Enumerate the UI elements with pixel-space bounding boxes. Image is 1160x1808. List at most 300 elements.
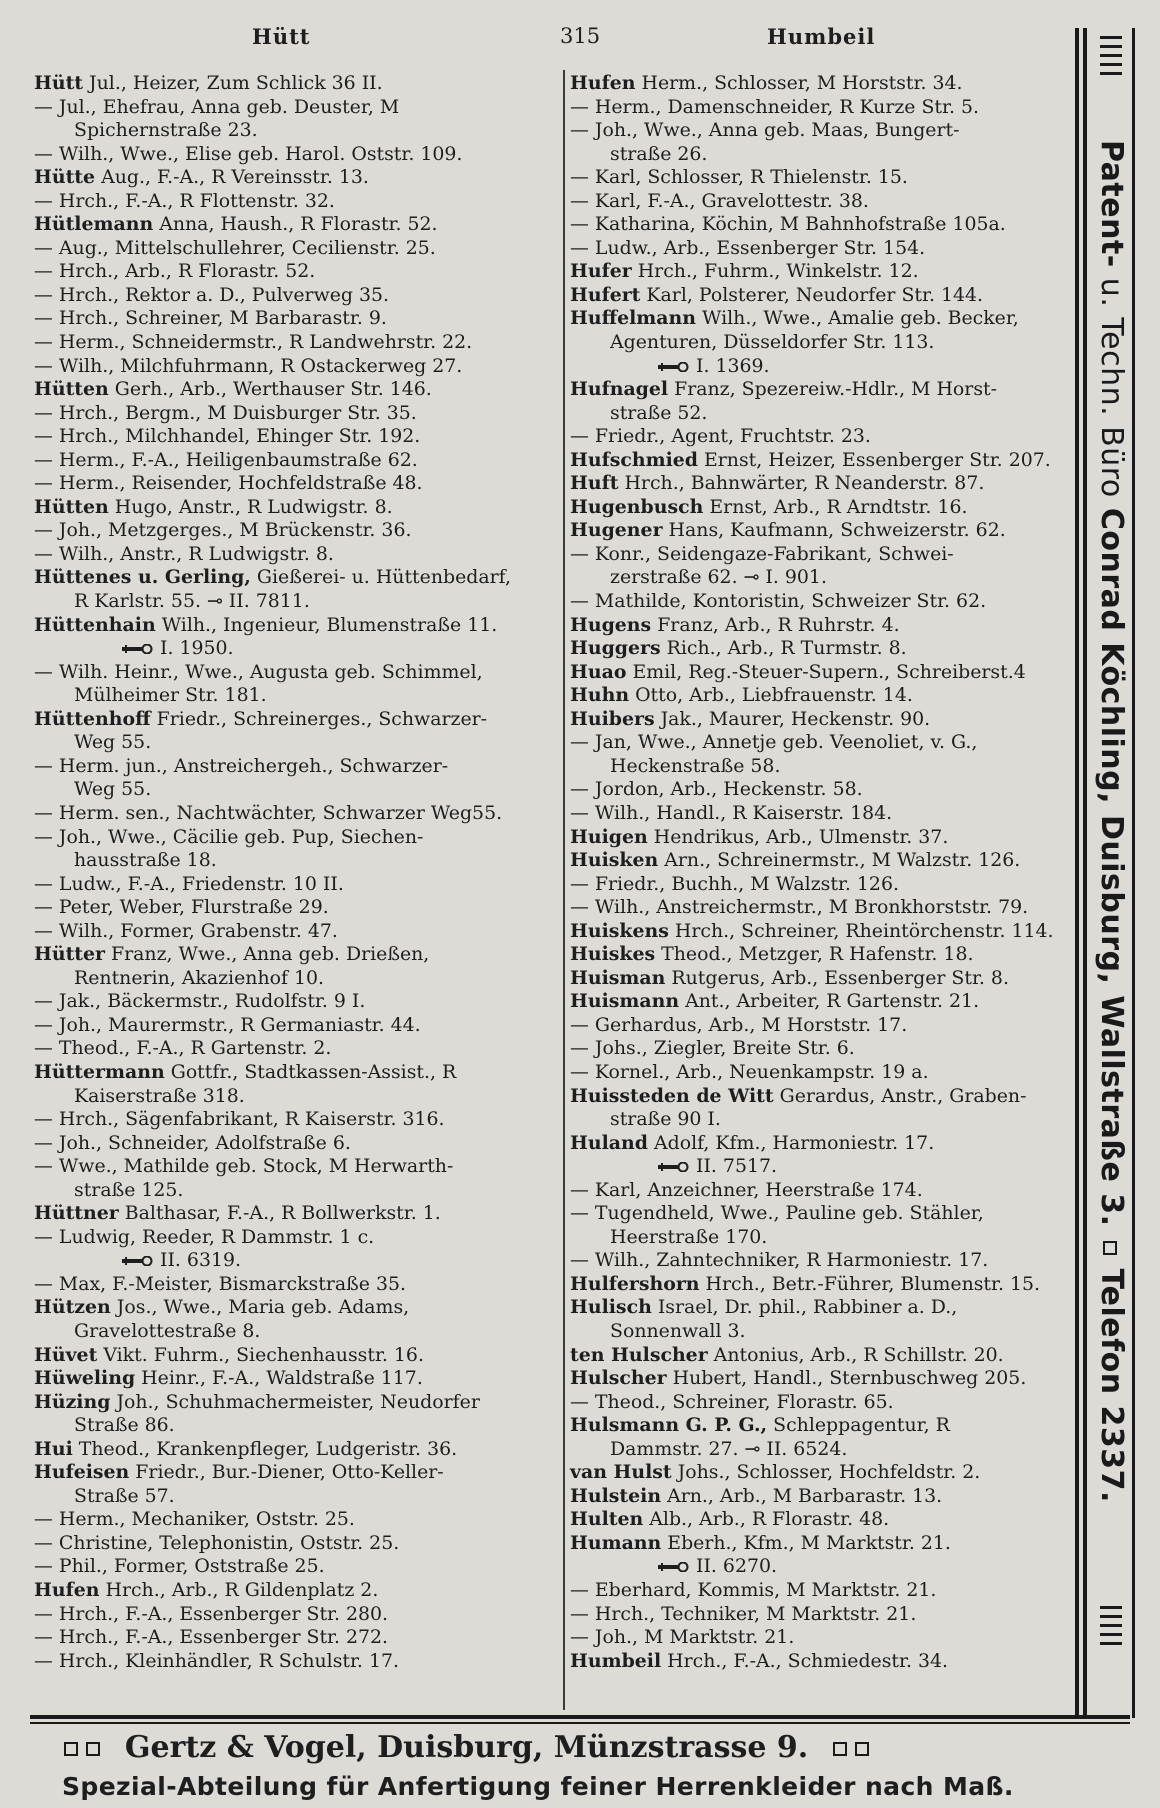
entry-text: — Wilh. Heinr., Wwe., Augusta geb. Schimmel, bbox=[34, 660, 483, 683]
entry-text: — Peter, Weber, Flurstraße 29. bbox=[34, 896, 329, 919]
entry-surname: Hulstein bbox=[570, 1484, 662, 1507]
entry-continuation: Kaiserstraße 318. bbox=[74, 1084, 245, 1107]
entry-surname: Hützen bbox=[34, 1296, 111, 1319]
directory-entry bbox=[34, 190, 554, 214]
directory-entry bbox=[570, 708, 1082, 732]
square-ornament-icon bbox=[1104, 1241, 1118, 1255]
directory-entry bbox=[570, 1085, 1082, 1132]
directory-entry bbox=[570, 1344, 1082, 1368]
entry-continuation: Weg 55. bbox=[74, 731, 152, 754]
directory-entry bbox=[34, 920, 554, 944]
directory-entry bbox=[570, 896, 1082, 920]
entry-text: Hrch., Arb., R Gildenplatz 2. bbox=[99, 1579, 379, 1601]
entry-text: Karl, Polsterer, Neudorfer Str. 144. bbox=[640, 283, 984, 306]
entry-text: — Herm., F.-A., Heiligenbaumstraße 62. bbox=[34, 448, 418, 471]
entry-surname: Hüttenhain bbox=[34, 613, 156, 636]
directory-entry bbox=[570, 1414, 1082, 1461]
entry-text: — Hrch., Kleinhändler, R Schulstr. 17. bbox=[34, 1649, 399, 1672]
directory-entry bbox=[570, 1579, 1082, 1603]
directory-entry bbox=[570, 519, 1082, 543]
entry-phone-number: I. 1950. bbox=[160, 637, 234, 660]
entry-continuation: Weg 55. bbox=[74, 778, 152, 801]
entry-surname: Hüttenhoff bbox=[34, 707, 151, 730]
directory-entry bbox=[34, 72, 554, 96]
entry-surname: Hufer bbox=[570, 260, 632, 283]
side-ad-company: Conrad Köchling, Duisburg, Wallstraße 3. bbox=[1094, 507, 1129, 1227]
directory-entry bbox=[570, 1179, 1082, 1203]
entry-phone bbox=[570, 1155, 1082, 1179]
directory-entry bbox=[34, 449, 554, 473]
entry-text: — Hrch., F.-A., Essenberger Str. 280. bbox=[34, 1602, 389, 1625]
directory-entry bbox=[34, 1555, 554, 1579]
right-column bbox=[570, 72, 1082, 1673]
entry-text: — Herm., Schneidermstr., R Landwehrstr. 22. bbox=[34, 331, 473, 354]
directory-entry bbox=[34, 260, 554, 284]
directory-entry bbox=[570, 72, 1082, 96]
directory-entry bbox=[570, 1273, 1082, 1297]
directory-entry bbox=[570, 425, 1082, 449]
directory-entry bbox=[34, 1132, 554, 1156]
entry-surname: Hufeisen bbox=[34, 1461, 130, 1484]
directory-entry bbox=[34, 472, 554, 496]
entry-surname: Hugener bbox=[570, 519, 663, 542]
entry-continuation: Agenturen, Düsseldorfer Str. 113. bbox=[610, 331, 935, 354]
entry-text: — Wilh., Former, Grabenstr. 47. bbox=[34, 919, 338, 942]
entry-text: Franz, Wwe., Anna geb. Drießen, bbox=[105, 943, 430, 966]
directory-entry bbox=[34, 143, 554, 167]
page-number: 315 bbox=[560, 24, 601, 48]
entry-text: Aug., F.-A., R Vereinsstr. 13. bbox=[95, 166, 369, 189]
entry-surname: Hütten bbox=[34, 495, 109, 518]
directory-entry bbox=[570, 1296, 1082, 1343]
entry-text: — Wilh., Zahntechniker, R Harmoniestr. 17. bbox=[570, 1249, 989, 1272]
column-divider bbox=[563, 70, 565, 1710]
footer-advertisement bbox=[60, 1728, 1100, 1768]
entry-text: Israel, Dr. phil., Rabbiner a. D., bbox=[651, 1296, 958, 1319]
entry-surname: Huissteden de Witt bbox=[570, 1084, 774, 1107]
entry-continuation: straße 52. bbox=[610, 401, 708, 424]
directory-entry bbox=[570, 307, 1082, 378]
entry-text: Theod., Krankenpfleger, Ludgeristr. 36. bbox=[72, 1437, 458, 1460]
entry-surname: Hufschmied bbox=[570, 448, 698, 471]
directory-entry bbox=[570, 1485, 1082, 1509]
entry-text: — Jan, Wwe., Annetje geb. Veenoliet, v. G., bbox=[570, 731, 978, 754]
entry-text: — Konr., Seidengaze-Fabrikant, Schwei- bbox=[570, 542, 954, 565]
entry-text: Hugo, Anstr., R Ludwigstr. 8. bbox=[108, 495, 393, 518]
entry-continuation: Rentnerin, Akazienhof 10. bbox=[74, 966, 325, 989]
directory-entry bbox=[34, 1579, 554, 1603]
side-ad-bureau: u. Techn. Büro bbox=[1094, 267, 1129, 508]
entry-text: — Wilh., Anstreichermstr., M Bronkhorststr. 79. bbox=[570, 896, 1029, 919]
directory-entry bbox=[570, 1132, 1082, 1179]
directory-entry bbox=[570, 96, 1082, 120]
entry-surname: Hufnagel bbox=[570, 378, 669, 401]
entry-surname: Huiskens bbox=[570, 919, 669, 942]
entry-text: Antonius, Arb., R Schillstr. 20. bbox=[707, 1343, 1004, 1366]
directory-entry bbox=[34, 566, 554, 613]
entry-text: — Hrch., Sägenfabrikant, R Kaiserstr. 316. bbox=[34, 1108, 445, 1131]
entry-text: Johs., Schlosser, Hochfeldstr. 2. bbox=[671, 1461, 981, 1484]
entry-text: Hrch., F.-A., Schmiedestr. 34. bbox=[661, 1649, 949, 1672]
side-advertisement bbox=[1094, 140, 1128, 1600]
entry-text: Jos., Wwe., Maria geb. Adams, bbox=[110, 1296, 410, 1319]
entry-surname: Hufert bbox=[570, 283, 641, 306]
entry-text: Gottfr., Stadtkassen-Assist., R bbox=[164, 1060, 457, 1083]
entry-text: — Joh., Wwe., Cäcilie geb. Pup, Siechen- bbox=[34, 825, 424, 848]
entry-text: — Gerhardus, Arb., M Horststr. 17. bbox=[570, 1013, 908, 1036]
entry-surname: Huiskes bbox=[570, 943, 656, 966]
directory-entry bbox=[34, 1155, 554, 1202]
directory-entry bbox=[570, 496, 1082, 520]
entry-surname: Huft bbox=[570, 472, 619, 495]
directory-entry bbox=[570, 731, 1082, 778]
directory-entry bbox=[570, 1626, 1082, 1650]
entry-phone bbox=[34, 1249, 554, 1273]
entry-text: Gerardus, Anstr., Graben- bbox=[773, 1084, 1027, 1107]
entry-surname: Hulsmann G. P. G., bbox=[570, 1414, 768, 1437]
directory-entry bbox=[570, 637, 1082, 661]
square-ornament-icon bbox=[64, 1742, 78, 1756]
telephone-key-icon bbox=[120, 1256, 156, 1266]
entry-phone-number: I. 1369. bbox=[696, 354, 770, 377]
directory-entry bbox=[570, 614, 1082, 638]
entry-phone bbox=[570, 355, 1082, 379]
entry-text: Hrch., Bahnwärter, R Neanderstr. 87. bbox=[618, 472, 985, 495]
footer-rule bbox=[30, 1715, 1130, 1719]
entry-text: — Wwe., Mathilde geb. Stock, M Herwarth- bbox=[34, 1155, 454, 1178]
directory-entry bbox=[34, 355, 554, 379]
entry-text: — Katharina, Köchin, M Bahnhofstraße 105a. bbox=[570, 213, 1006, 236]
directory-entry bbox=[34, 943, 554, 990]
side-rule bbox=[1075, 28, 1079, 1718]
entry-text: Alb., Arb., R Florastr. 48. bbox=[643, 1508, 890, 1531]
entry-text: — Friedr., Buchh., M Walzstr. 126. bbox=[570, 872, 899, 895]
entry-text: Theod., Metzger, R Hafenstr. 18. bbox=[655, 943, 974, 966]
directory-entry bbox=[34, 96, 554, 143]
directory-entry bbox=[570, 943, 1082, 967]
entry-surname: Hüzing bbox=[34, 1390, 111, 1413]
directory-entry bbox=[34, 1532, 554, 1556]
entry-continuation: Spichernstraße 23. bbox=[74, 119, 258, 142]
directory-entry bbox=[34, 1037, 554, 1061]
directory-entry bbox=[570, 1061, 1082, 1085]
entry-text: — Herm., Reisender, Hochfeldstraße 48. bbox=[34, 472, 423, 495]
directory-entry bbox=[34, 1344, 554, 1368]
entry-text: — Wilh., Handl., R Kaiserstr. 184. bbox=[570, 801, 893, 824]
directory-entry bbox=[34, 543, 554, 567]
entry-surname: Hüttermann bbox=[34, 1060, 165, 1083]
directory-entry bbox=[570, 119, 1082, 166]
entry-surname: ten Hulscher bbox=[570, 1343, 708, 1366]
directory-entry bbox=[570, 378, 1082, 425]
entry-text: Ant., Arbeiter, R Gartenstr. 21. bbox=[679, 990, 980, 1013]
directory-entry bbox=[34, 1296, 554, 1343]
entry-text: Heinr., F.-A., Waldstraße 117. bbox=[135, 1367, 423, 1390]
entry-text: Herm., Schlosser, M Horststr. 34. bbox=[635, 72, 963, 94]
entry-text: — Hrch., F.-A., R Flottenstr. 32. bbox=[34, 189, 335, 212]
directory-entry bbox=[570, 260, 1082, 284]
entry-surname: Huao bbox=[570, 660, 627, 683]
entry-phone bbox=[570, 1555, 1082, 1579]
side-rule-group bbox=[1100, 1600, 1122, 1710]
entry-text: Otto, Arb., Liebfrauenstr. 14. bbox=[629, 684, 913, 707]
entry-surname: Hulisch bbox=[570, 1296, 652, 1319]
side-ad-phone: Telefon 2337. bbox=[1094, 1268, 1129, 1503]
directory-entry bbox=[34, 1391, 554, 1438]
entry-continuation: Sonnenwall 3. bbox=[610, 1319, 746, 1342]
directory-entry bbox=[34, 1650, 554, 1674]
directory-entry bbox=[570, 873, 1082, 897]
entry-text: — Max, F.-Meister, Bismarckstraße 35. bbox=[34, 1272, 406, 1295]
entry-text: — Hrch., Milchhandel, Ehinger Str. 192. bbox=[34, 425, 421, 448]
entry-text: Balthasar, F.-A., R Bollwerkstr. 1. bbox=[118, 1202, 441, 1225]
entry-surname: Huhn bbox=[570, 684, 630, 707]
entry-text: — Joh., Metzgerges., M Brückenstr. 36. bbox=[34, 519, 412, 542]
entry-text: — Kornel., Arb., Neuenkampstr. 19 a. bbox=[570, 1060, 929, 1083]
entry-text: Arn., Schreinermstr., M Walzstr. 126. bbox=[658, 849, 1021, 872]
entry-text: Rutgerus, Arb., Essenberger Str. 8. bbox=[665, 966, 1009, 989]
side-ad-patent: Patent- bbox=[1094, 140, 1129, 268]
entry-text: — Karl, Anzeichner, Heerstraße 174. bbox=[570, 1178, 923, 1201]
entry-text: Eberh., Kfm., M Marktstr. 21. bbox=[661, 1531, 951, 1554]
directory-entry bbox=[34, 873, 554, 897]
entry-text: Vikt. Fuhrm., Siechenhausstr. 16. bbox=[97, 1343, 424, 1366]
entry-phone bbox=[34, 637, 554, 661]
side-rule bbox=[1132, 28, 1135, 1718]
entry-text: — Ludw., F.-A., Friedenstr. 10 II. bbox=[34, 872, 344, 895]
entry-text: — Joh., Wwe., Anna geb. Maas, Bungert- bbox=[570, 119, 960, 142]
entry-surname: Hütt bbox=[34, 72, 84, 94]
entry-surname: van Hulst bbox=[570, 1461, 672, 1484]
footer-rule bbox=[30, 1722, 1130, 1724]
entry-text: Hrch., Fuhrm., Winkelstr. 12. bbox=[631, 260, 919, 283]
directory-entry bbox=[34, 1367, 554, 1391]
entry-surname: Huigen bbox=[570, 825, 648, 848]
entry-surname: Huisken bbox=[570, 849, 659, 872]
entry-surname: Hufen bbox=[34, 1579, 100, 1601]
entry-text: Schleppagentur, R bbox=[767, 1414, 950, 1437]
entry-text: — Theod., F.-A., R Gartenstr. 2. bbox=[34, 1037, 332, 1060]
directory-entry bbox=[34, 1226, 554, 1273]
entry-surname: Hütlemann bbox=[34, 213, 154, 236]
directory-entry bbox=[570, 543, 1082, 590]
directory-entry bbox=[570, 661, 1082, 685]
directory-entry bbox=[570, 920, 1082, 944]
directory-entry bbox=[34, 990, 554, 1014]
directory-entry bbox=[34, 1461, 554, 1508]
directory-entry bbox=[570, 284, 1082, 308]
entry-text: Gießerei- u. Hüttenbedarf, bbox=[250, 566, 511, 589]
entry-surname: Huibers bbox=[570, 707, 655, 730]
entry-continuation: Straße 86. bbox=[74, 1414, 175, 1437]
entry-continuation: R Karlstr. 55. ⊸ II. 7811. bbox=[74, 590, 310, 613]
directory-entry bbox=[34, 378, 554, 402]
directory-entry bbox=[570, 1202, 1082, 1249]
entry-surname: Hui bbox=[34, 1437, 73, 1460]
directory-entry bbox=[570, 1508, 1082, 1532]
directory-entry bbox=[34, 331, 554, 355]
directory-entry bbox=[570, 967, 1082, 991]
directory-entry bbox=[570, 684, 1082, 708]
directory-entry bbox=[570, 849, 1082, 873]
directory-entry bbox=[570, 1461, 1082, 1485]
directory-entry bbox=[570, 472, 1082, 496]
entry-surname: Hüttner bbox=[34, 1202, 119, 1225]
entry-text: — Hrch., Bergm., M Duisburger Str. 35. bbox=[34, 401, 417, 424]
entry-text: — Jul., Ehefrau, Anna geb. Deuster, M bbox=[34, 95, 400, 118]
side-rule bbox=[1083, 28, 1087, 1718]
entry-continuation: Heerstraße 170. bbox=[610, 1225, 768, 1248]
entry-text: Franz, Arb., R Ruhrstr. 4. bbox=[651, 613, 900, 636]
entry-continuation: zerstraße 62. ⊸ I. 901. bbox=[610, 566, 827, 589]
directory-entry bbox=[34, 284, 554, 308]
entry-text: — Theod., Schreiner, Florastr. 65. bbox=[570, 1390, 894, 1413]
entry-text: Ernst, Arb., R Arndtstr. 16. bbox=[703, 495, 968, 518]
directory-entry bbox=[34, 1603, 554, 1627]
entry-continuation: Gravelottestraße 8. bbox=[74, 1319, 261, 1342]
square-ornament-icon bbox=[833, 1742, 847, 1756]
entry-continuation: straße 26. bbox=[610, 142, 708, 165]
telephone-key-icon bbox=[656, 1562, 692, 1572]
entry-text: — Jordon, Arb., Heckenstr. 58. bbox=[570, 778, 863, 801]
entry-text: Hrch., Betr.-Führer, Blumenstr. 15. bbox=[699, 1272, 1041, 1295]
entry-text: — Phil., Former, Oststraße 25. bbox=[34, 1555, 325, 1578]
entry-surname: Hulfershorn bbox=[570, 1272, 700, 1295]
entry-surname: Hüweling bbox=[34, 1367, 136, 1390]
entry-text: — Hrch., Rektor a. D., Pulverweg 35. bbox=[34, 283, 390, 306]
directory-entry bbox=[570, 166, 1082, 190]
entry-text: — Hrch., Techniker, M Marktstr. 21. bbox=[570, 1602, 917, 1625]
entry-text: — Herm., Damenschneider, R Kurze Str. 5. bbox=[570, 95, 980, 118]
entry-surname: Hugens bbox=[570, 613, 652, 636]
header-right-keyword: Humbeil bbox=[767, 24, 876, 49]
directory-entry bbox=[570, 449, 1082, 473]
entry-text: — Herm. jun., Anstreichergeh., Schwarzer- bbox=[34, 754, 449, 777]
entry-text: — Joh., Schneider, Adolfstraße 6. bbox=[34, 1131, 351, 1154]
telephone-key-icon bbox=[656, 1162, 692, 1172]
entry-text: — Ludw., Arb., Essenberger Str. 154. bbox=[570, 236, 926, 259]
entry-text: — Christine, Telephonistin, Oststr. 25. bbox=[34, 1531, 400, 1554]
entry-text: Rich., Arb., R Turmstr. 8. bbox=[660, 637, 907, 660]
entry-text: — Eberhard, Kommis, M Marktstr. 21. bbox=[570, 1579, 937, 1601]
directory-entry bbox=[34, 519, 554, 543]
directory-entry bbox=[570, 1037, 1082, 1061]
directory-entry bbox=[34, 237, 554, 261]
footer-company: Gertz & Vogel, Duisburg, Münzstrasse 9. bbox=[124, 1730, 809, 1765]
directory-entry bbox=[34, 708, 554, 755]
entry-phone-number: II. 7517. bbox=[696, 1155, 778, 1178]
entry-text: — Friedr., Agent, Fruchtstr. 23. bbox=[570, 425, 871, 448]
directory-entry bbox=[34, 166, 554, 190]
left-column bbox=[34, 72, 554, 1673]
directory-entry bbox=[34, 661, 554, 708]
directory-entry bbox=[570, 990, 1082, 1014]
entry-surname: Humann bbox=[570, 1531, 662, 1554]
entry-continuation: Mülheimer Str. 181. bbox=[74, 684, 267, 707]
entry-continuation: Straße 57. bbox=[74, 1484, 175, 1507]
entry-text: — Ludwig, Reeder, R Dammstr. 1 c. bbox=[34, 1225, 375, 1248]
entry-text: Anna, Haush., R Florastr. 52. bbox=[153, 213, 438, 236]
entry-continuation: straße 125. bbox=[74, 1178, 184, 1201]
entry-text: — Tugendheld, Wwe., Pauline geb. Stähler, bbox=[570, 1202, 984, 1225]
directory-entry bbox=[34, 1438, 554, 1462]
directory-entry bbox=[34, 1108, 554, 1132]
directory-entry bbox=[34, 307, 554, 331]
entry-surname: Hütten bbox=[34, 378, 109, 401]
entry-text: Friedr., Schreinerges., Schwarzer- bbox=[150, 707, 488, 730]
entry-text: Ernst, Heizer, Essenberger Str. 207. bbox=[697, 448, 1051, 471]
directory-entry bbox=[34, 1061, 554, 1108]
entry-surname: Hufen bbox=[570, 72, 636, 94]
entry-text: — Wilh., Wwe., Elise geb. Harol. Oststr. 109. bbox=[34, 142, 463, 165]
directory-entry bbox=[570, 237, 1082, 261]
entry-text: — Aug., Mittelschullehrer, Cecilienstr. 25. bbox=[34, 236, 436, 259]
directory-entry bbox=[34, 802, 554, 826]
directory-entry bbox=[34, 1626, 554, 1650]
entry-continuation: hausstraße 18. bbox=[74, 849, 217, 872]
entry-text: — Wilh., Milchfuhrmann, R Ostackerweg 27. bbox=[34, 354, 463, 377]
entry-text: Hrch., Schreiner, Rheintörchenstr. 114. bbox=[668, 919, 1054, 942]
directory-entry bbox=[570, 778, 1082, 802]
entry-text: — Mathilde, Kontoristin, Schweizer Str. 62. bbox=[570, 590, 987, 613]
header-left-keyword: Hütt bbox=[252, 24, 311, 49]
footer-tagline: Spezial-Abteilung für Anfertigung feiner Herrenkleider nach Maß. bbox=[62, 1772, 1014, 1801]
entry-text: — Hrch., Schreiner, M Barbarastr. 9. bbox=[34, 307, 387, 330]
entry-surname: Humbeil bbox=[570, 1649, 662, 1672]
directory-entry bbox=[570, 1367, 1082, 1391]
entry-surname: Hüttenes u. Gerling, bbox=[34, 566, 251, 589]
entry-text: Friedr., Bur.-Diener, Otto-Keller- bbox=[129, 1461, 444, 1484]
entry-phone-number: II. 6270. bbox=[696, 1555, 778, 1578]
entry-text: — Hrch., F.-A., Essenberger Str. 272. bbox=[34, 1626, 389, 1649]
directory-entry bbox=[570, 1650, 1082, 1674]
entry-surname: Hütte bbox=[34, 166, 96, 189]
directory-entry bbox=[34, 755, 554, 802]
entry-continuation: straße 90 I. bbox=[610, 1108, 721, 1131]
directory-entry bbox=[34, 425, 554, 449]
entry-text: — Herm. sen., Nachtwächter, Schwarzer Weg55. bbox=[34, 801, 503, 824]
entry-text: Emil, Reg.-Steuer-Supern., Schreiberst.4 bbox=[626, 660, 1026, 683]
entry-surname: Huffelmann bbox=[570, 307, 696, 330]
directory-entry bbox=[570, 826, 1082, 850]
entry-text: Franz, Spezereiw.-Hdlr., M Horst- bbox=[668, 378, 998, 401]
entry-text: — Herm., Mechaniker, Oststr. 25. bbox=[34, 1508, 355, 1531]
entry-continuation: Heckenstraße 58. bbox=[610, 754, 781, 777]
entry-surname: Huggers bbox=[570, 637, 661, 660]
entry-text: Hans, Kaufmann, Schweizerstr. 62. bbox=[662, 519, 1006, 542]
entry-surname: Hugenbusch bbox=[570, 495, 704, 518]
directory-entry bbox=[570, 1249, 1082, 1273]
directory-entry bbox=[34, 1202, 554, 1226]
directory-entry bbox=[570, 590, 1082, 614]
directory-entry bbox=[570, 1014, 1082, 1038]
directory-entry bbox=[34, 1273, 554, 1297]
directory-entry bbox=[34, 896, 554, 920]
entry-surname: Hulscher bbox=[570, 1367, 667, 1390]
square-ornament-icon bbox=[86, 1742, 100, 1756]
directory-entry bbox=[570, 1391, 1082, 1415]
telephone-key-icon bbox=[656, 362, 692, 372]
page-header bbox=[30, 22, 1070, 54]
directory-entry bbox=[34, 402, 554, 426]
square-ornament-icon bbox=[855, 1742, 869, 1756]
entry-surname: Hüvet bbox=[34, 1343, 98, 1366]
entry-text: Wilh., Wwe., Amalie geb. Becker, bbox=[695, 307, 1019, 330]
entry-text: — Karl, Schlosser, R Thielenstr. 15. bbox=[570, 166, 908, 189]
entry-text: Adolf, Kfm., Harmoniestr. 17. bbox=[647, 1131, 935, 1154]
entry-text: — Johs., Ziegler, Breite Str. 6. bbox=[570, 1037, 855, 1060]
entry-phone-number: II. 6319. bbox=[160, 1249, 242, 1272]
